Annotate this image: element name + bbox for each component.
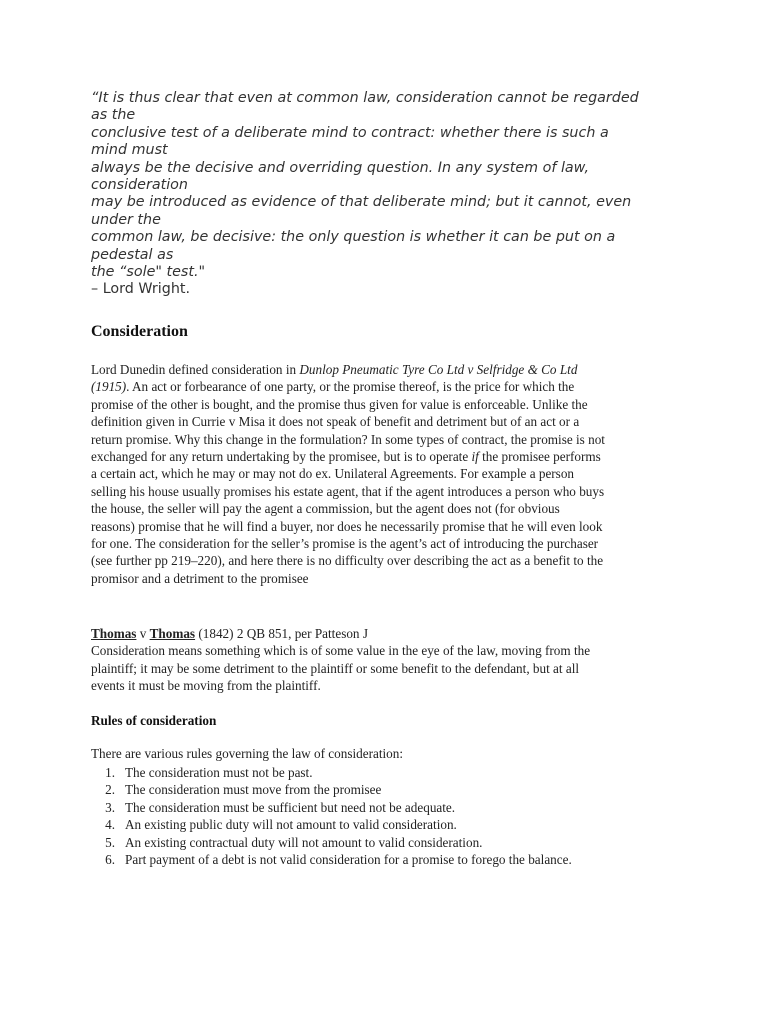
quote-line: always be the decisive and overriding question. In any system of law, bbox=[91, 159, 590, 176]
list-item bbox=[91, 851, 572, 868]
text-run: v bbox=[136, 626, 150, 641]
case-text-line: events it must be moving from the plaintiff. bbox=[91, 678, 321, 694]
quote-line: may be introduced as evidence of that deliberate mind; but it cannot, even bbox=[91, 194, 632, 211]
quote-line: common law, be decisive: the only question is whether it can be put on a bbox=[91, 229, 616, 246]
dunedin-paragraph bbox=[91, 361, 691, 587]
paragraph-line: for one. The consideration for the seller’s promise is the agent’s act of introducing the purchaser bbox=[91, 536, 599, 552]
list-number: 6. bbox=[105, 851, 115, 867]
paragraph-line bbox=[91, 448, 691, 465]
rules-list bbox=[91, 764, 572, 868]
list-text: An existing contractual duty will not amount to valid consideration. bbox=[125, 834, 483, 850]
paragraph-line: (see further pp 219–220), and here there is no difficulty over describing the act as a benefit to the bbox=[91, 553, 604, 569]
text-run: exchanged for any return undertaking by the promisee, but is to operate bbox=[91, 449, 472, 465]
lord-wright-quote bbox=[91, 90, 691, 299]
list-number: 3. bbox=[105, 799, 115, 815]
quote-line: conclusive test of a deliberate mind to contract: whether there is such a bbox=[91, 124, 609, 141]
list-number: 2. bbox=[105, 782, 115, 798]
list-text: The consideration must be sufficient but need not be adequate. bbox=[125, 799, 456, 815]
section-heading-consideration: Consideration bbox=[91, 323, 188, 340]
paragraph-line: promisor and a detriment to the promisee bbox=[91, 570, 309, 586]
list-text: The consideration must not be past. bbox=[125, 765, 313, 780]
case-text-line: plaintiff; it may be some detriment to the plaintiff or some benefit to the defendant, but at all bbox=[91, 660, 580, 676]
text-run: Lord Dunedin defined consideration in bbox=[91, 362, 300, 377]
quote-line: the “sole" test." bbox=[91, 264, 206, 281]
list-text: An existing public duty will not amount to valid consideration. bbox=[125, 817, 457, 833]
paragraph-line: selling his house usually promises his estate agent, that if the agent introduces a person who buys bbox=[91, 483, 605, 499]
list-item bbox=[91, 799, 572, 816]
list-number: 1. bbox=[105, 765, 115, 780]
list-number: 4. bbox=[105, 817, 115, 833]
quote-line: under the bbox=[91, 211, 161, 228]
rules-intro: There are various rules governing the law of consideration: bbox=[91, 746, 403, 761]
text-run: . An act or forbearance of one party, or the promise thereof, is the price for which the bbox=[126, 379, 575, 395]
case-citation-line bbox=[91, 625, 691, 642]
quote-attribution: – Lord Wright. bbox=[91, 281, 191, 298]
paragraph-line bbox=[91, 361, 691, 378]
case-party-link[interactable]: Thomas bbox=[91, 626, 137, 641]
quote-line: pedestal as bbox=[91, 246, 174, 263]
quote-line: mind must bbox=[91, 142, 168, 159]
paragraph-line: the house, the seller will pay the agent a commission, but the agent does not (for obvious bbox=[91, 501, 560, 517]
thomas-v-thomas-block bbox=[91, 625, 691, 695]
list-item bbox=[91, 816, 572, 833]
list-item bbox=[91, 781, 572, 798]
list-number: 5. bbox=[105, 834, 115, 850]
paragraph-line: return promise. Why this change in the formulation? In some types of contract, the promise is not bbox=[91, 431, 605, 447]
quote-line: “It is thus clear that even at common law, consideration cannot be regarded bbox=[91, 90, 639, 106]
list-item bbox=[91, 764, 572, 781]
text-run: the promisee performs bbox=[478, 449, 601, 465]
quote-line: as the bbox=[91, 107, 136, 124]
case-year: (1915) bbox=[91, 379, 127, 395]
quote-line: consideration bbox=[91, 177, 188, 194]
list-item bbox=[91, 834, 572, 851]
case-citation: (1842) 2 QB 851, per Patteson J bbox=[195, 626, 368, 641]
case-text-line: Consideration means something which is of some value in the eye of the law, moving from the bbox=[91, 643, 591, 659]
paragraph-line: reasons) promise that he will find a buyer, nor does he necessarily promise that he will even look bbox=[91, 518, 603, 534]
case-name-dunlop: Dunlop Pneumatic Tyre Co Ltd v Selfridge & Co Ltd bbox=[299, 362, 578, 377]
paragraph-line: promise of the other is bought, and the promise thus given for value is enforceable. Unlike the bbox=[91, 396, 588, 412]
paragraph-line bbox=[91, 378, 691, 395]
paragraph-line: definition given in Currie v Misa it does not speak of benefit and detriment but of an act or a bbox=[91, 414, 580, 430]
rules-heading: Rules of consideration bbox=[91, 713, 217, 728]
list-text: The consideration must move from the promisee bbox=[125, 782, 382, 798]
list-text: Part payment of a debt is not valid consideration for a promise to forego the balance. bbox=[125, 851, 572, 867]
case-party-link[interactable]: Thomas bbox=[149, 626, 196, 641]
italic-if: if bbox=[471, 449, 479, 465]
paragraph-line: a certain act, which he may or may not do ex. Unilateral Agreements. For example a person bbox=[91, 466, 575, 482]
